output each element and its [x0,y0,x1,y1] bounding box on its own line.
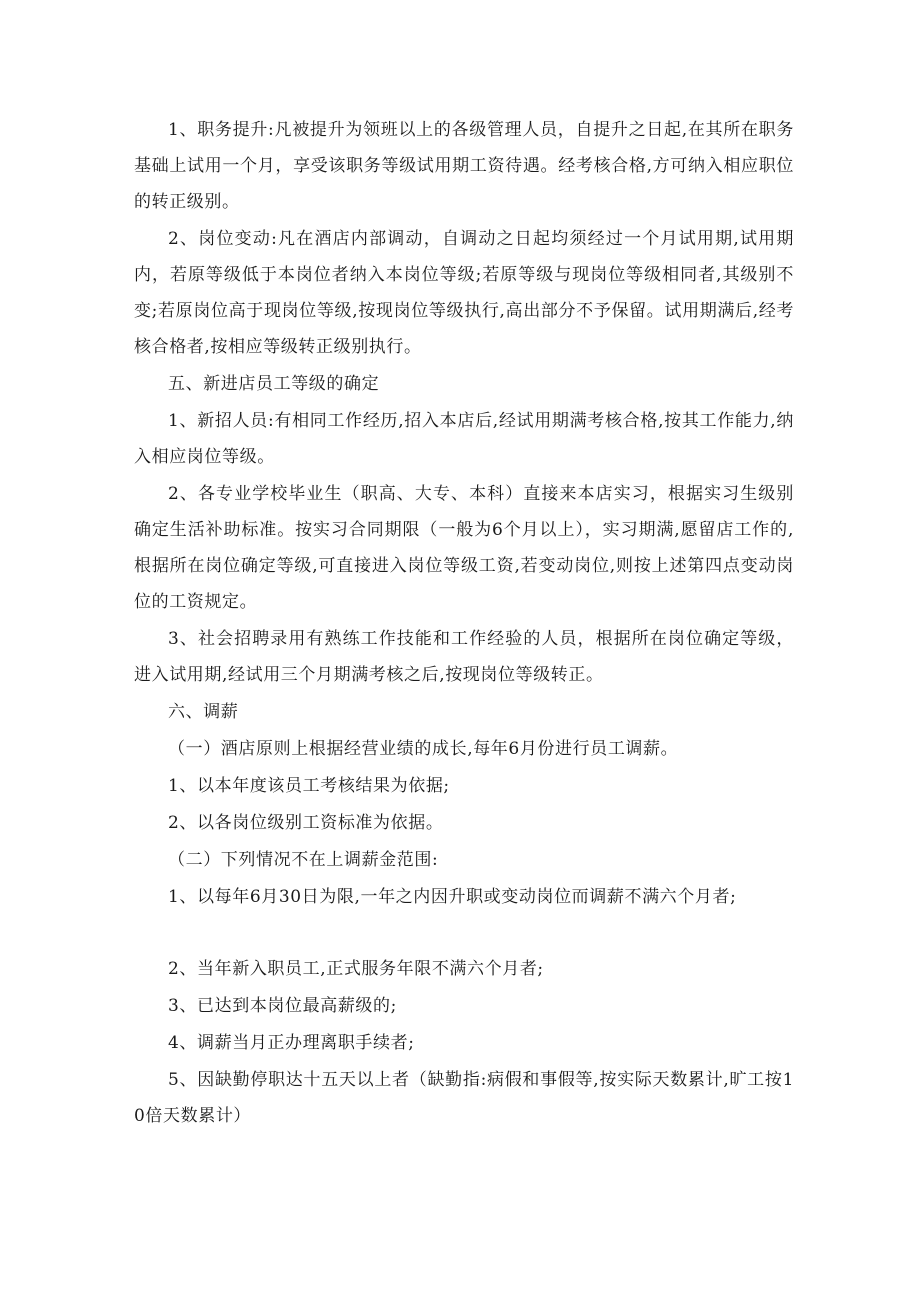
spacer [134,916,794,951]
section-heading-new-staff-grade: 五、新进店员工等级的确定 [168,374,380,394]
list-item-basis-2: 2、以各岗位级别工资标准为依据。 [168,813,444,833]
list-item-exclusion-5: 5、因缺勤停职达十五天以上者（缺勤指:病假和事假等,按实际天数累计,旷工按10倍天数累计） [134,1070,794,1126]
document-page [134,112,794,1135]
paragraph-exclusions-heading: （二）下列情况不在上调薪金范围: [168,850,439,870]
section-heading-salary-adjustment: 六、调薪 [168,702,239,722]
paragraph-promotion: 1、职务提升:凡被提升为领班以上的各级管理人员，自提升之日起,在其所在职务基础上试用一个月，享受该职务等级试用期工资待遇。经考核合格,方可纳入相应职位的转正级别。 [134,120,794,212]
paragraph-social-recruitment: 3、社会招聘录用有熟练工作技能和工作经验的人员，根据所在岗位确定等级，进入试用期,经试用三个月期满考核之后,按现岗位等级转正。 [134,629,794,685]
list-item-exclusion-3: 3、已达到本岗位最高薪级的; [168,996,397,1016]
paragraph-position-change: 2、岗位变动:凡在酒店内部调动，自调动之日起均须经过一个月试用期,试用期内，若原等级低于本岗位者纳入本岗位等级;若原等级与现岗位等级相同者,其级别不变;若原岗位高于现岗位等级,按现岗位等级执行,高出部分不予保留。试用期满后,经考核合格者,按相应等级转正级别执行。 [134,229,794,357]
list-item-exclusion-2: 2、当年新入职员工,正式服务年限不满六个月者; [168,959,544,979]
list-item-exclusion-4: 4、调薪当月正办理离职手续者; [168,1033,415,1053]
list-item-exclusion-1: 1、以每年6月30日为限,一年之内因升职或变动岗位而调薪不满六个月者; [168,887,737,907]
list-item-basis-1: 1、以本年度该员工考核结果为依据; [168,776,450,796]
paragraph-adjustment-principle: （一）酒店原则上根据经营业绩的成长,每年6月份进行员工调薪。 [168,739,679,759]
paragraph-graduates: 2、各专业学校毕业生（职高、大专、本科）直接来本店实习，根据实习生级别确定生活补助标准。按实习合同期限（一般为6个月以上），实习期满,愿留店工作的,根据所在岗位确定等级,可直接进入岗位等级工资,若变动岗位,则按上述第四点变动岗位的工资规定。 [134,484,794,612]
paragraph-new-hires: 1、新招人员:有相同工作经历,招入本店后,经试用期满考核合格,按其工作能力,纳入相应岗位等级。 [134,411,794,467]
